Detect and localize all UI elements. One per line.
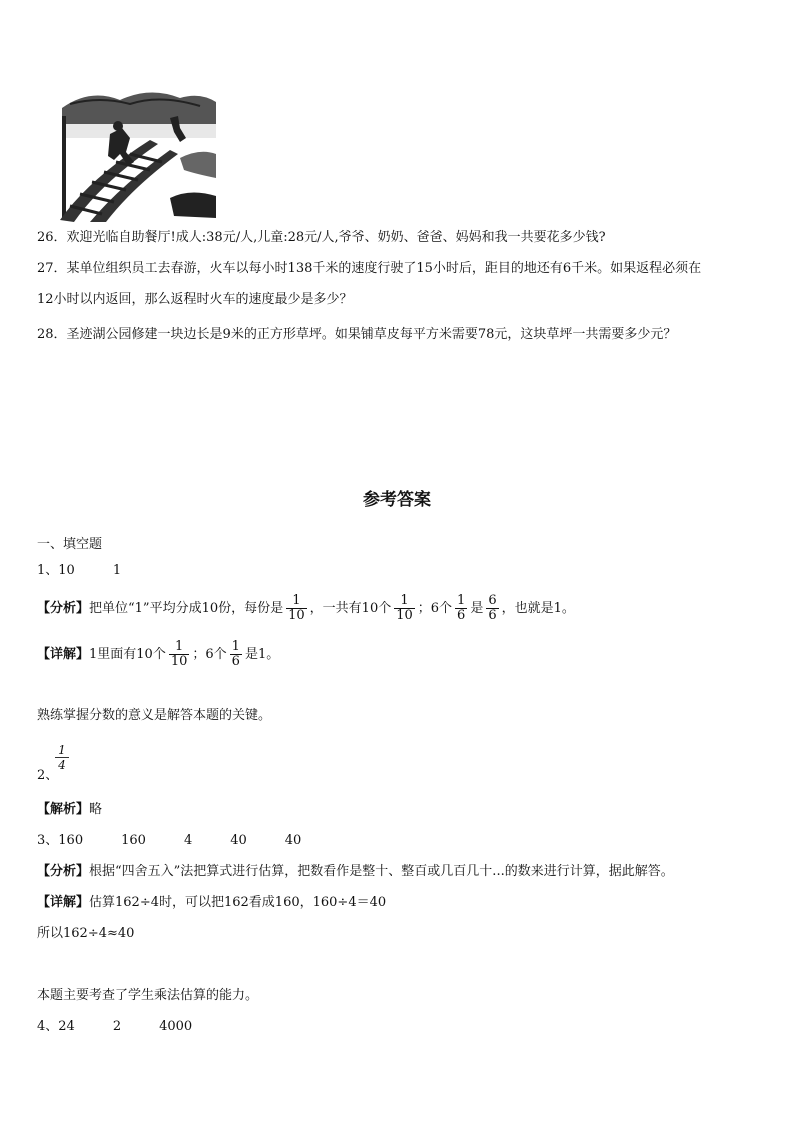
answer-4: [37, 1019, 192, 1035]
analysis-text: 把单位“1”平均分成10份，每份是: [89, 601, 284, 616]
fraction-denominator: 6: [488, 608, 497, 623]
analysis-text: 略: [89, 802, 103, 817]
answer-value: 40: [230, 833, 247, 848]
answer-value: 40: [284, 833, 302, 848]
answer-value: 24: [58, 1019, 75, 1034]
fraction-numerator: 1: [231, 639, 240, 654]
question-27-line2: 12小时以内返回，那么返程时火车的速度最少是多少？: [37, 292, 353, 307]
answer-3-analysis: [37, 864, 674, 880]
analysis-text: ，一共有10个: [309, 601, 392, 616]
fraction-numerator: 1: [169, 640, 190, 655]
answer-1-analysis: [37, 594, 575, 623]
detail-text: 估算162÷4时，可以把162看成160，160÷4＝40: [89, 895, 387, 910]
fraction-denominator: 4: [58, 758, 66, 772]
answer-label: 1、: [37, 563, 59, 578]
answer-3-detail: [37, 895, 386, 911]
fraction-denominator: 10: [396, 608, 413, 623]
detail-text: 1里面有10个: [89, 647, 166, 662]
analysis-text: 是: [470, 601, 484, 616]
answer-1-detail: [37, 640, 279, 669]
answer-value: 2: [112, 1019, 122, 1034]
detail-text: ；6个: [192, 647, 227, 662]
detail-tag: 【详解】: [37, 895, 90, 910]
question-28: 28．圣迹湖公园修建一块边长是9米的正方形草坪。如果铺草皮每平方米需要78元，这块草坪一共需要多少元？: [37, 327, 677, 342]
analysis-text: ；6个: [417, 601, 453, 616]
analysis-tag: 【分析】: [37, 864, 90, 879]
answer-value: 1: [112, 563, 122, 578]
answer-label: 3、: [37, 833, 59, 848]
answer-3-note: 本题主要考查了学生乘法估算的能力。: [37, 988, 259, 1003]
answer-label: 4、: [37, 1019, 59, 1034]
answer-value: 4: [183, 833, 193, 848]
answer-2-analysis: [37, 802, 102, 818]
railway-illustration: [50, 78, 218, 222]
fraction: [286, 594, 307, 623]
fraction-numerator: 6: [488, 593, 497, 608]
answers-title: 参考答案: [363, 490, 431, 510]
fraction-denominator: 10: [288, 608, 305, 623]
fraction: [394, 594, 415, 623]
fraction-numerator: 1: [286, 594, 307, 609]
answer-value: 160: [58, 833, 84, 848]
fraction-denominator: 10: [170, 654, 188, 669]
question-26: 26．欢迎光临自助餐厅!成人:38元/人,儿童:28元/人,爷爷、奶奶、爸爸、妈妈和我一共要花多少钱?: [37, 230, 606, 245]
analysis-tag: 【解析】: [37, 802, 90, 817]
answer-3-conclusion: 所以162÷4≈40: [37, 926, 135, 941]
detail-tag: 【详解】: [37, 647, 90, 662]
question-27-line1: 27．某单位组织员工去春游，火车以每小时138千米的速度行驶了15小时后，距目的地还有6千米。如果返程必须在: [37, 261, 702, 276]
fraction: [230, 640, 242, 669]
fraction-denominator: 6: [231, 654, 240, 669]
answer-2-label: 2、: [37, 768, 59, 783]
fraction-numerator: 1: [457, 593, 466, 608]
fraction: [169, 640, 190, 669]
fraction-denominator: 6: [457, 608, 466, 623]
answer-3: [37, 833, 301, 849]
analysis-text: ，也就是1。: [501, 601, 575, 616]
analysis-tag: 【分析】: [37, 601, 90, 616]
fraction-numerator: 1: [55, 743, 69, 758]
answer-value: 160: [121, 833, 146, 848]
detail-text: 是1。: [244, 647, 280, 662]
answer-1: [37, 563, 121, 579]
analysis-text: 根据“四舍五入”法把算式进行估算，把数看作是整十、整百或几百几十...的数来进行计算，据此解答。: [89, 864, 674, 879]
fraction: [455, 594, 467, 623]
answer-value: 10: [58, 563, 75, 578]
answer-1-note: 熟练掌握分数的意义是解答本题的关键。: [37, 708, 272, 723]
fraction-numerator: 1: [394, 594, 415, 609]
answer-value: 4000: [159, 1019, 193, 1034]
fraction: [486, 594, 498, 623]
section-heading: 一、填空题: [37, 537, 103, 552]
